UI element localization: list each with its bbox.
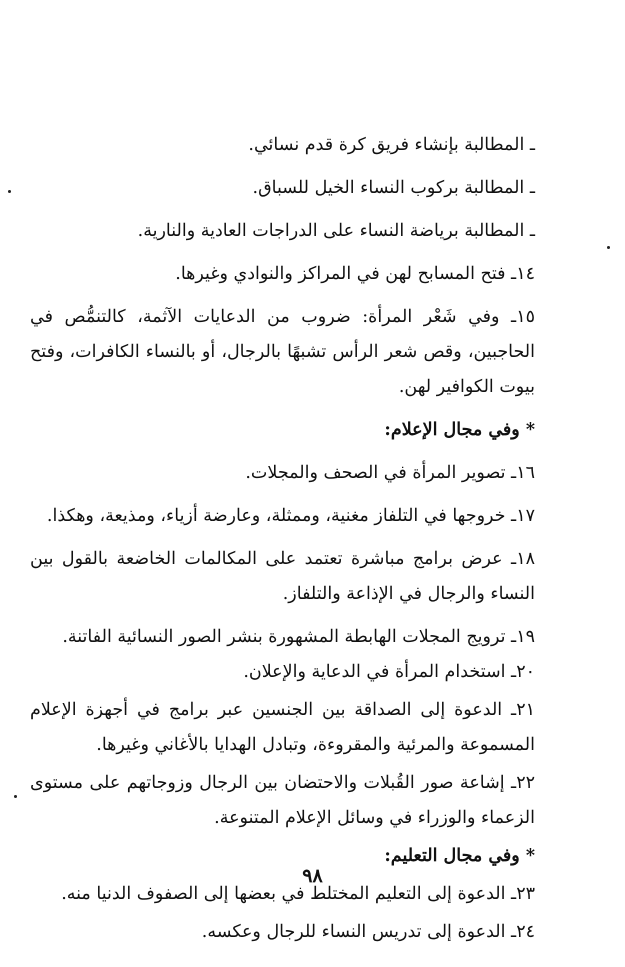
- text-line: ١٩ـ ترويج المجلات الهابطة المشهورة بنشر الصور النسائية الفاتنة.: [62, 627, 535, 647]
- scan-speck: [14, 795, 17, 798]
- scan-speck: [607, 246, 610, 249]
- text-line: ـ المطالبة بإنشاء فريق كرة قدم نسائي.: [248, 135, 535, 155]
- section-heading: * وفي مجال التعليم:: [384, 846, 535, 866]
- text-line: ٢٣ـ الدعوة إلى التعليم المختلط في بعضها إلى الصفوف الدنيا منه.: [61, 884, 535, 904]
- text-line: ١٧ـ خروجها في التلفاز مغنية، وممثلة، وعارضة أزياء، ومذيعة، وهكذا.: [46, 506, 535, 526]
- text-line: ـ المطالبة برياضة النساء على الدراجات العادية والنارية.: [137, 221, 535, 241]
- text-paragraph: ٢١ـ الدعوة إلى الصداقة بين الجنسين عبر برامج في أجهزة الإعلام المسموعة والمرئية والمقروءة، وتبادل الهدايا بالأغاني وغيرها.: [30, 700, 535, 755]
- text-line: ١٦ـ تصوير المرأة في الصحف والمجلات.: [245, 463, 535, 483]
- page-number: ٩٨: [302, 865, 323, 887]
- section-heading: * وفي مجال الإعلام:: [384, 420, 535, 440]
- text-paragraph: ١٥ـ وفي شَعْر المرأة: ضروب من الدعايات الآثمة، كالتنمُّص في الحاجبين، وقص شعر الرأس تشبهًا بالرجال، أو بالنساء الكافرات، وفتح بيوت الكوافير لهن.: [30, 307, 535, 397]
- text-line: ٢٤ـ الدعوة إلى تدريس النساء للرجال وعكسه.: [201, 922, 535, 942]
- text-paragraph: ١٨ـ عرض برامج مباشرة تعتمد على المكالمات الخاضعة بالقول بين النساء والرجال في الإذاعة والتلفاز.: [30, 549, 535, 604]
- scan-speck: [8, 190, 11, 193]
- text-line: ـ المطالبة بركوب النساء الخيل للسباق.: [252, 178, 535, 198]
- text-paragraph: ٢٢ـ إشاعة صور القُبلات والاحتضان بين الرجال وزوجاتهم على مستوى الزعماء والوزراء في وسائل الإعلام المتنوعة.: [30, 773, 535, 828]
- text-line: ٢٠ـ استخدام المرأة في الدعاية والإعلان.: [243, 662, 535, 682]
- page-body: [30, 128, 535, 950]
- text-line: ١٤ـ فتح المسابح لهن في المراكز والنوادي وغيرها.: [175, 264, 535, 284]
